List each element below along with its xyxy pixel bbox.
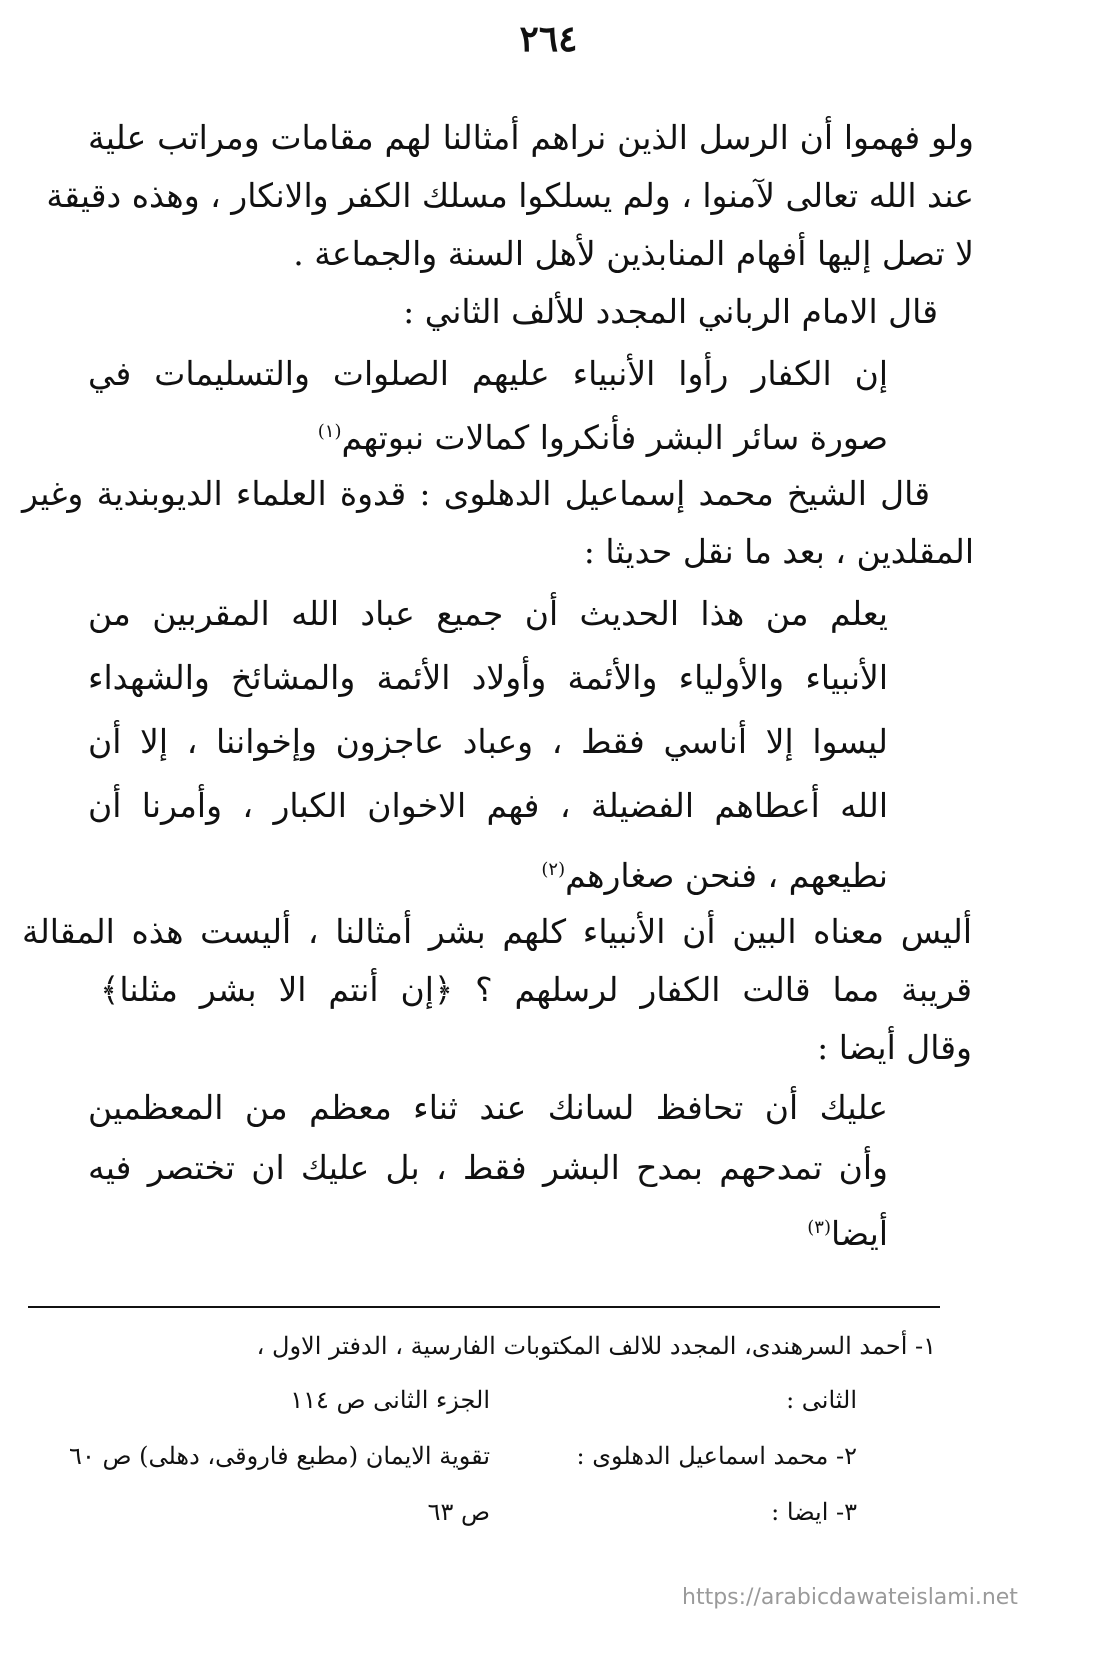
quote-line-2: صورة سائر البشر فأنكروا كمالات نبوتهم$^{(١)}$	[317, 418, 888, 457]
page-number: ٢٦٤	[519, 18, 578, 60]
body-line-5: قال الشيخ محمد إسماعيل الدهلوى : قدوة العلماء الديوبندية وغير	[22, 474, 930, 513]
watermark-url: https://arabicdawateislami.net	[682, 1585, 1018, 1610]
quote2-line-1: يعلم من هذا الحديث أن جميع عباد الله المقربين من	[88, 594, 888, 633]
footnote-mark-2: (٢)	[541, 859, 566, 880]
quote2-line-3: ليسوا إلا أناسي فقط ، وعباد عاجزون وإخواننا ، إلا أن	[88, 722, 888, 761]
footnote-mark-1: (١)	[317, 421, 342, 442]
body-line-4: قال الامام الرباني المجدد للألف الثاني :	[403, 292, 938, 331]
quote-line-1: إن الكفار رأوا الأنبياء عليهم الصلوات والتسليمات في	[88, 354, 888, 393]
body-line-2: عند الله تعالى لآمنوا ، ولم يسلكوا مسلك الكفر والانكار ، وهذه دقيقة	[46, 176, 974, 215]
footnote-2-reference: تقوية الايمان (مطبع فاروقى، دهلى) ص ٦٠	[69, 1442, 490, 1470]
quote3-line-3: أيضا$^{(٣)}$	[807, 1214, 888, 1253]
body-line-1: ولو فهموا أن الرسل الذين نراهم أمثالنا لهم مقامات ومراتب علية	[88, 118, 974, 157]
footnote-1-line-1: ١- أحمد السرهندى، المجدد للالف المكتوبات الفارسية ، الدفتر الاول ،	[256, 1332, 936, 1360]
footnote-3-label: ٣- ايضا :	[771, 1498, 857, 1526]
body-line-7: أليس معناه البين أن الأنبياء كلهم بشر أمثالنا ، أليست هذه المقالة	[22, 912, 972, 951]
quote2-line-5: نطيعهم ، فنحن صغارهم$^{(٢)}$	[541, 856, 888, 895]
footnote-mark-3: (٣)	[807, 1217, 831, 1238]
body-line-9: وقال أيضا :	[817, 1028, 972, 1067]
quote2-line-4: الله أعطاهم الفضيلة ، فهم الاخوان الكبار ، وأمرنا أن	[88, 786, 888, 825]
quote2-line-2: الأنبياء والأولياء والأئمة وأولاد الأئمة والمشائخ والشهداء	[88, 658, 888, 697]
footnote-1-reference: الجزء الثانى ص ١١٤	[290, 1386, 490, 1414]
body-line-8: قريبة مما قالت الكفار لرسلهم ؟ ﴿إن أنتم الا بشر مثلنا﴾	[100, 970, 972, 1009]
footnote-3-reference: ص ٦٣	[427, 1498, 490, 1526]
quote3-line-2: وأن تمدحهم بمدح البشر فقط ، بل عليك ان تختصر فيه	[88, 1148, 888, 1187]
body-line-3: لا تصل إليها أفهام المنابذين لأهل السنة والجماعة .	[293, 234, 974, 273]
footnote-separator	[28, 1306, 940, 1308]
footnote-2-label: ٢- محمد اسماعيل الدهلوى :	[576, 1442, 857, 1470]
quote3-line-1: عليك أن تحافظ لسانك عند ثناء معظم من المعظمين	[88, 1088, 888, 1127]
footnote-1-label: الثانى :	[786, 1386, 857, 1414]
body-line-6: المقلدين ، بعد ما نقل حديثا :	[583, 532, 974, 571]
